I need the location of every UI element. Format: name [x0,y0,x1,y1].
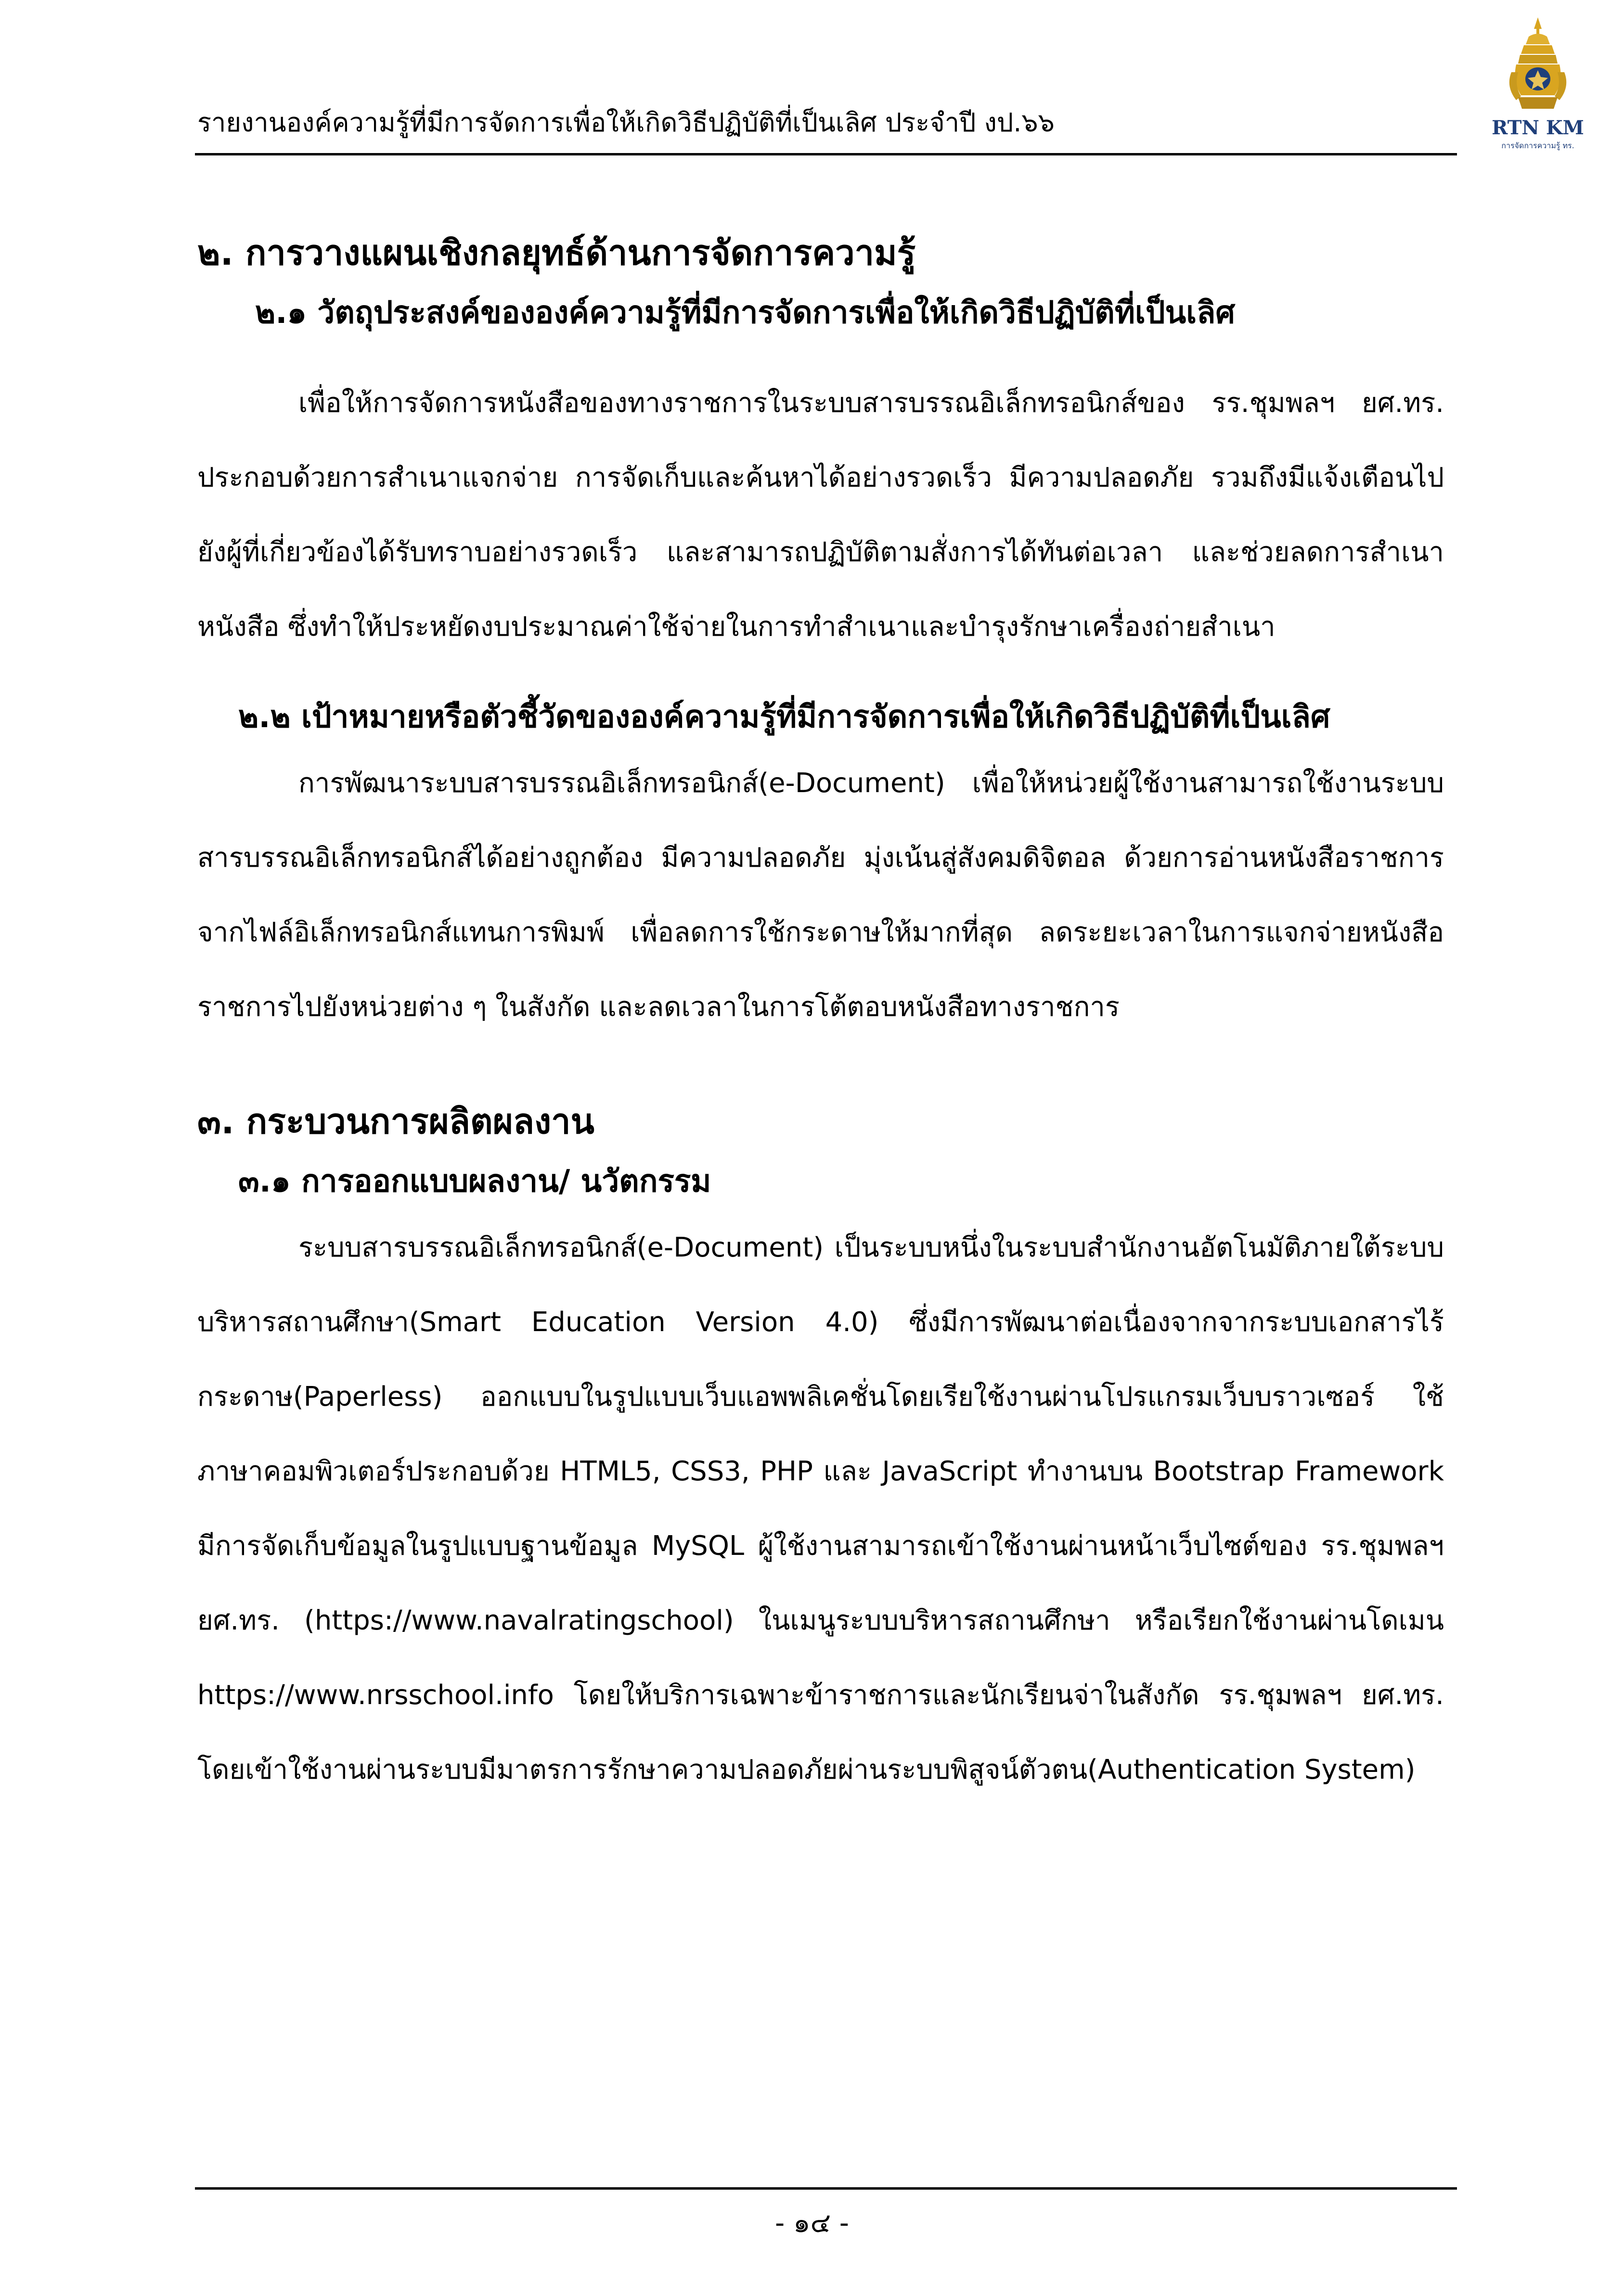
logo-title: RTN KM [1492,116,1584,139]
logo-subtitle: การจัดการความรู้ ทร. [1501,141,1574,150]
rtn-km-logo [1478,14,1598,164]
section-2-2-heading: ๒.๒ เป้าหมายหรือตัวชี้วัดขององค์ความรู้ที่มีการจัดการเพื่อให้เกิดวิธีปฏิบัติที่เป็นเลิศ [238,699,1330,735]
section-3-1-heading: ๓.๑ การออกแบบผลงาน/ นวัตกรรม [238,1164,711,1199]
section-3-1-paragraph: ระบบสารบรรณอิเล็กทรอนิกส์(e-Document) เป็นระบบหนึ่งในระบบสำนักงานอัตโนมัติภายใต้ระบบบริหารสถานศึกษา(Smart Education Version 4.0) ซึ่งมีการพัฒนาต่อเนื่องจากจากระบบเอกสารไร้กระดาษ(Paperless) ออกแบบในรูปแบบเว็บแอพพลิเคชั่นโดยเรียใช้งานผ่านโปรแกรมเว็บบราวเซอร์ ใช้ภาษาคอมพิวเตอร์ประกอบด้วย HTML5, CSS3, PHP และ JavaScript ทำงานบน Bootstrap Framework มีการจัดเก็บข้อมูลในรูปแบบฐานข้อมูล MySQL ผู้ใช้งานสามารถเข้าใช้งานผ่านหน้าเว็บไซต์ของ รร.ชุมพลฯ ยศ.ทร. (https://www.navalratingschool) ในเมนูระบบบริหารสถานศึกษา หรือเรียกใช้งานผ่านโดเมน https://www.nrsschool.info โดยให้บริการเฉพาะข้าราชการและนักเรียนจ่าในสังกัด รร.ชุมพลฯ ยศ.ทร. โดยเข้าใช้งานผ่านระบบมีมาตรการรักษาความปลอดภัยผ่านระบบพิสูจน์ตัวตน(Authentication System) [197,1232,1444,1785]
document-body [197,207,1444,1807]
footer-divider [195,2187,1457,2190]
header-title: รายงานองค์ความรู้ที่มีการจัดการเพื่อให้เกิดวิธีปฏิบัติที่เป็นเลิศ ประจำปี งป.๖๖ [197,107,1055,138]
page-number: - ๑๔ - [775,2207,849,2239]
header-divider [195,153,1457,155]
rtn-km-emblem-icon [1478,14,1598,115]
section-2-1-heading: ๒.๑ วัตถุประสงค์ขององค์ความรู้ที่มีการจัดการเพื่อให้เกิดวิธีปฏิบัติที่เป็นเลิศ [255,295,1235,331]
section-3-heading: ๓. กระบวนการผลิตผลงาน [197,1101,594,1142]
section-2-heading: ๒. การวางแผนเชิงกลยุทธ์ด้านการจัดการความรู้ [197,232,916,273]
section-2-2-paragraph: การพัฒนาระบบสารบรรณอิเล็กทรอนิกส์(e-Document) เพื่อให้หน่วยผู้ใช้งานสามารถใช้งานระบบสารบรรณอิเล็กทรอนิกส์ได้อย่างถูกต้อง มีความปลอดภัย มุ่งเน้นสู่สังคมดิจิตอล ด้วยการอ่านหนังสือราชการจากไฟล์อิเล็กทรอนิกส์แทนการพิมพ์ เพื่อลดการใช้กระดาษให้มากที่สุด ลดระยะเวลาในการแจกจ่ายหนังสือราชการไปยังหน่วยต่าง ๆ ในสังกัด และลดเวลาในการโต้ตอบหนังสือทางราชการ [197,768,1444,1023]
section-2-1-paragraph: เพื่อให้การจัดการหนังสือของทางราชการในระบบสารบรรณอิเล็กทรอนิกส์ของ รร.ชุมพลฯ ยศ.ทร. ประกอบด้วยการสำเนาแจกจ่าย การจัดเก็บและค้นหาได้อย่างรวดเร็ว มีความปลอดภัย รวมถึงมีแจ้งเตือนไปยังผู้ที่เกี่ยวข้องได้รับทราบอย่างรวดเร็ว และสามารถปฏิบัติตามสั่งการได้ทันต่อเวลา และช่วยลดการสำเนาหนังสือ ซึ่งทำให้ประหยัดงบประมาณค่าใช้จ่ายในการทำสำเนาและบำรุงรักษาเครื่องถ่ายสำเนา [197,387,1444,642]
